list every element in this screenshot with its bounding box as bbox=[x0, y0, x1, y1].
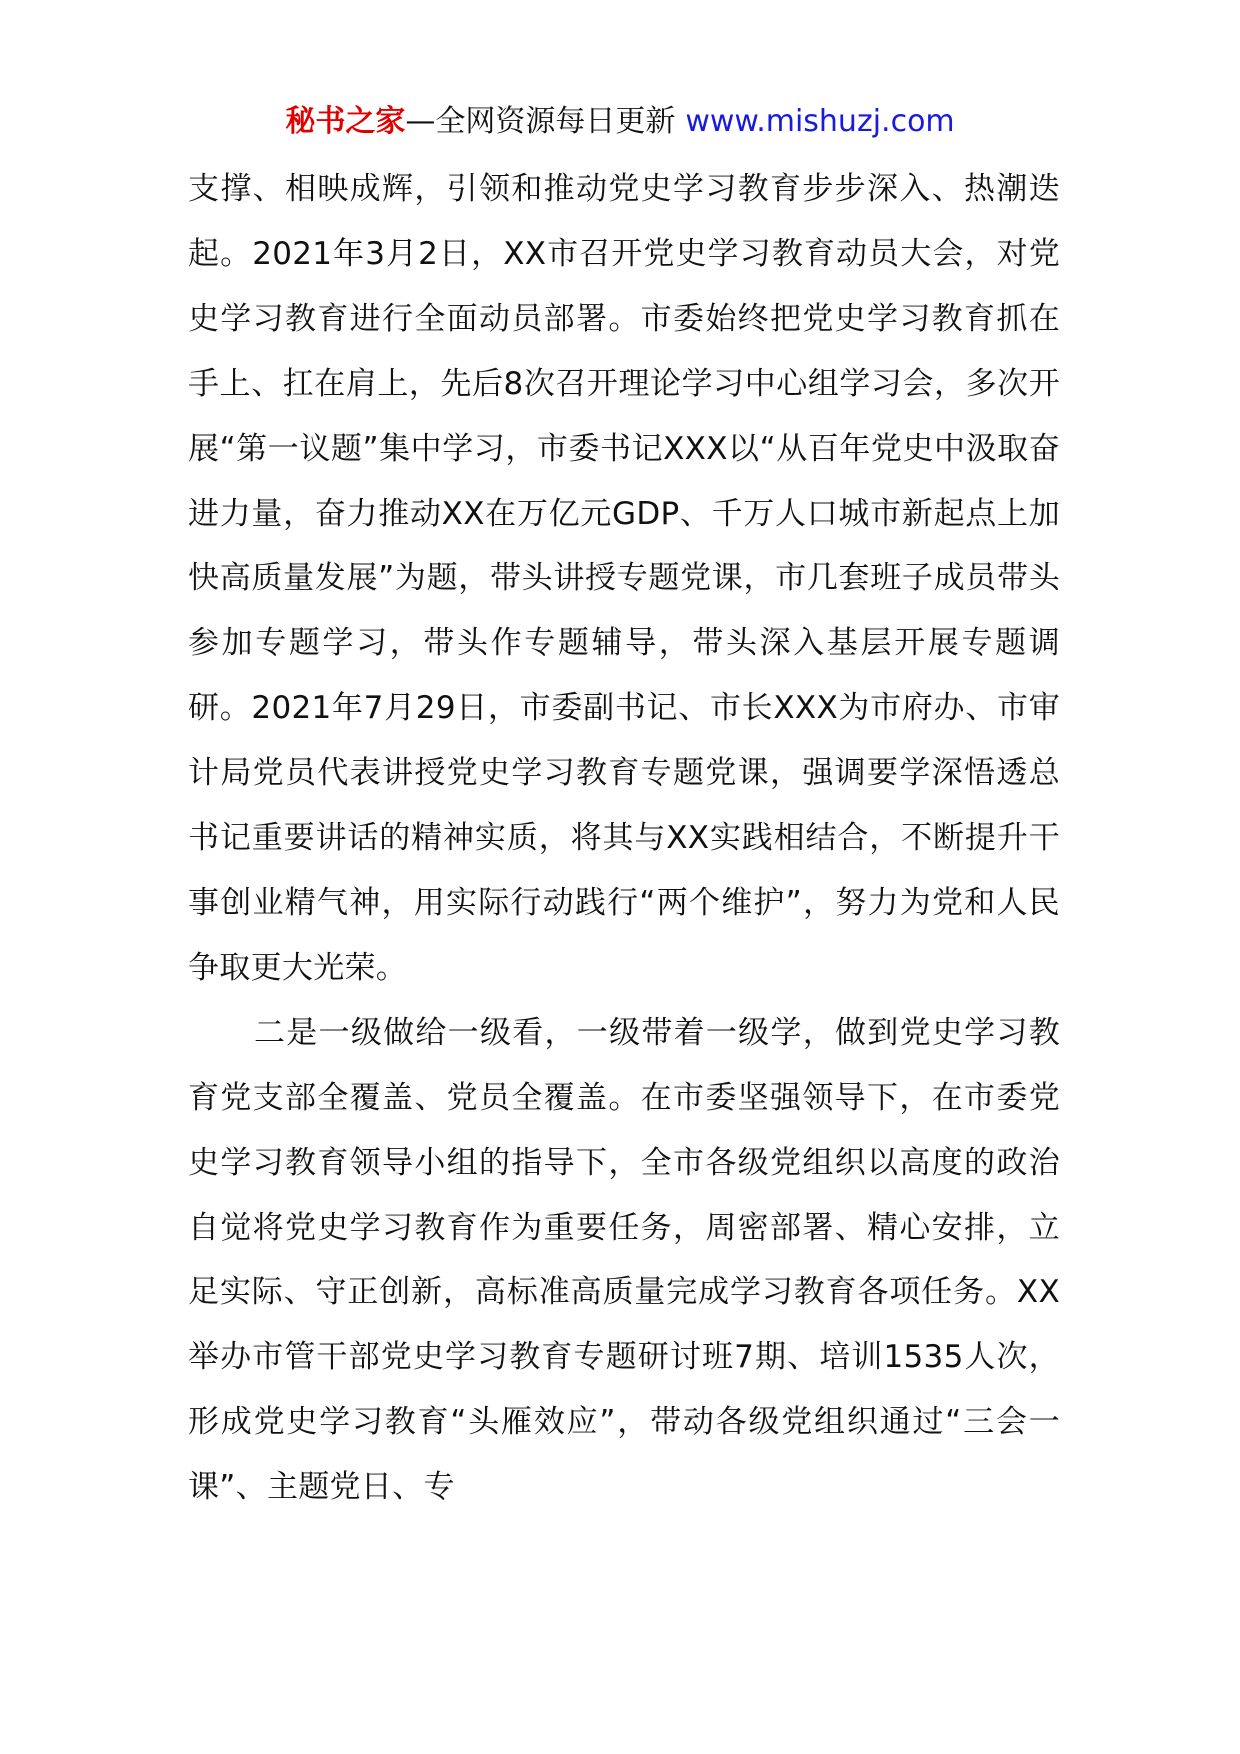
paragraph-2: 二是一级做给一级看，一级带着一级学，做到党史学习教育党支部全覆盖、党员全覆盖。在市委坚强领导下，在市委党史学习教育领导小组的指导下，全市各级党组织以高度的政治自觉将党史学习教育作为重要任务，周密部署、精心安排，立足实际、守正创新，高标准高质量完成学习教育各项任务。XX举办市管干部党史学习教育专题研讨班7期、培训1535人次，形成党史学习教育“头雁效应”，带动各级党组织通过“三会一课”、主题党日、专 bbox=[188, 1014, 1060, 1506]
site-brand: 秘书之家 bbox=[285, 104, 406, 139]
paragraph-1: 支撑、相映成辉，引领和推动党史学习教育步步深入、热潮迭起。2021年3月2日，XX市召开党史学习教育动员大会，对党史学习教育进行全面动员部署。市委始终把党史学习教育抓在手上、扛在肩上，先后8次召开理论学习中心组学习会，多次开展“第一议题”集中学习，市委书记XXX以“从百年党史中汲取奋进力量，奋力推动XX在万亿元GDP、千万人口城市新起点上加快高质量发展”为题，带头讲授专题党课，市几套班子成员带头参加专题学习，带头作专题辅导，带头深入基层开展专题调研。2021年7月29日，市委副书记、市长XXX为市府办、市审计局党员代表讲授党史学习教育专题党课，强调要学深悟透总书记重要讲话的精神实质，将其与XX实践相结合，不断提升干事创业精气神，用实际行动践行“两个维护”，努力为党和人民争取更大光荣。 bbox=[188, 171, 1060, 986]
document-body bbox=[188, 157, 1060, 1520]
site-url-link[interactable]: www.mishuzj.com bbox=[685, 104, 955, 139]
site-tagline: —全网资源每日更新 bbox=[405, 104, 676, 139]
site-header bbox=[0, 102, 1240, 142]
